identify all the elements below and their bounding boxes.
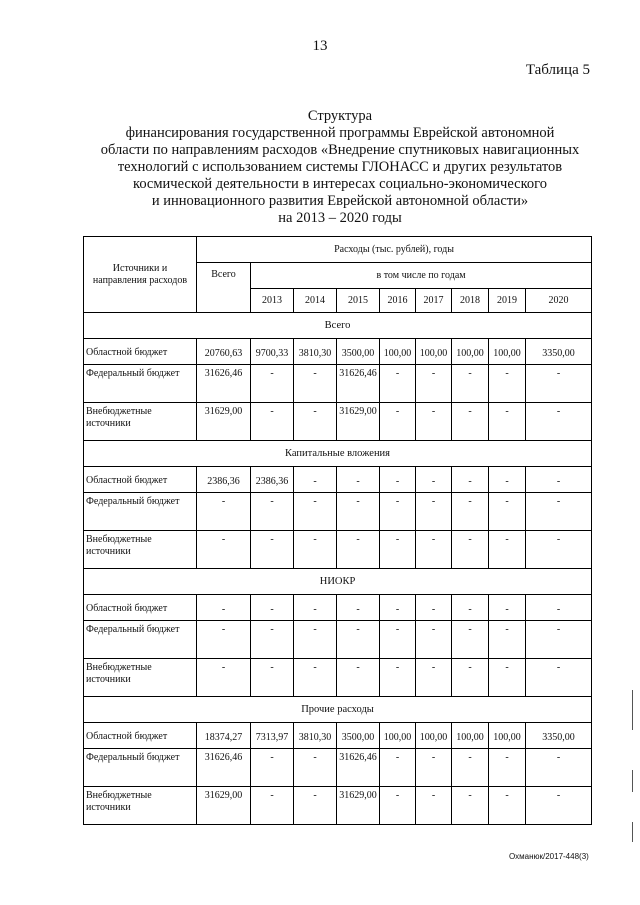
source-cell: Федеральный бюджет — [84, 365, 197, 403]
year-value-cell: - — [452, 749, 489, 787]
table-row — [84, 339, 592, 365]
header-sources: Источники и направления расходов — [84, 237, 197, 313]
year-value-cell: - — [380, 493, 416, 531]
year-value-cell: - — [380, 659, 416, 697]
year-value-cell: 3500,00 — [337, 723, 380, 749]
year-value-cell: - — [294, 467, 337, 493]
year-value-cell: - — [489, 659, 526, 697]
year-value-cell: - — [380, 621, 416, 659]
year-value-cell: - — [416, 531, 452, 569]
year-value-cell: - — [416, 493, 452, 531]
scan-edge-mark — [632, 770, 633, 792]
section-row — [84, 697, 592, 723]
document-code: Охманюк/2017-448(3) — [509, 852, 589, 861]
header-by-years: в том числе по годам — [251, 263, 592, 289]
year-value-cell: - — [294, 659, 337, 697]
title-line: на 2013 – 2020 годы — [278, 210, 402, 226]
year-value-cell: - — [294, 403, 337, 441]
title-line: и инновационного развития Еврейской автономной области» — [151, 193, 529, 209]
section-row — [84, 313, 592, 339]
header-year: 2013 — [251, 289, 294, 313]
table-row — [84, 659, 592, 697]
total-cell: - — [197, 531, 251, 569]
table-row — [84, 621, 592, 659]
year-value-cell: - — [416, 621, 452, 659]
year-value-cell: - — [251, 531, 294, 569]
total-cell: 2386,36 — [197, 467, 251, 493]
year-value-cell: - — [294, 365, 337, 403]
year-value-cell: - — [526, 467, 592, 493]
year-value-cell: - — [294, 749, 337, 787]
year-value-cell: - — [416, 403, 452, 441]
total-cell: 31629,00 — [197, 403, 251, 441]
year-value-cell: - — [337, 621, 380, 659]
year-value-cell: 9700,33 — [251, 339, 294, 365]
header-year: 2019 — [489, 289, 526, 313]
year-value-cell: - — [251, 787, 294, 825]
total-cell: - — [197, 595, 251, 621]
year-value-cell: - — [452, 595, 489, 621]
year-value-cell: 100,00 — [489, 723, 526, 749]
year-value-cell: - — [526, 659, 592, 697]
year-value-cell: - — [526, 749, 592, 787]
table-row — [84, 723, 592, 749]
year-value-cell: - — [526, 621, 592, 659]
total-cell: 18374,27 — [197, 723, 251, 749]
total-cell: 20760,63 — [197, 339, 251, 365]
year-value-cell: - — [452, 493, 489, 531]
table-row — [84, 787, 592, 825]
year-value-cell: - — [416, 467, 452, 493]
year-value-cell: 100,00 — [416, 339, 452, 365]
title-line: технологий с использованием системы ГЛОНАСС и других результатов — [117, 159, 563, 175]
year-value-cell: - — [526, 493, 592, 531]
year-value-cell: - — [380, 467, 416, 493]
year-value-cell: 7313,97 — [251, 723, 294, 749]
source-cell: Областной бюджет — [84, 339, 197, 365]
year-value-cell: 100,00 — [452, 723, 489, 749]
source-cell: Областной бюджет — [84, 723, 197, 749]
title-line: космической деятельности в интересах социально-экономического — [133, 176, 547, 192]
year-value-cell: 3500,00 — [337, 339, 380, 365]
year-value-cell: - — [452, 787, 489, 825]
total-cell: - — [197, 621, 251, 659]
year-value-cell: 3350,00 — [526, 339, 592, 365]
table-row — [84, 531, 592, 569]
year-value-cell: - — [251, 621, 294, 659]
year-value-cell: - — [380, 365, 416, 403]
year-value-cell: - — [452, 531, 489, 569]
table-row — [84, 467, 592, 493]
year-value-cell: - — [526, 595, 592, 621]
year-value-cell: - — [526, 365, 592, 403]
financing-table — [83, 236, 592, 825]
year-value-cell: 100,00 — [380, 339, 416, 365]
table-body — [84, 313, 592, 825]
section-title: Капитальные вложения — [84, 441, 592, 467]
year-value-cell: 100,00 — [380, 723, 416, 749]
year-value-cell: - — [526, 403, 592, 441]
year-value-cell: 31626,46 — [337, 365, 380, 403]
year-value-cell: - — [251, 493, 294, 531]
total-cell: 31626,46 — [197, 365, 251, 403]
year-value-cell: - — [452, 621, 489, 659]
header-year: 2015 — [337, 289, 380, 313]
year-value-cell: - — [452, 403, 489, 441]
header-expenses: Расходы (тыс. рублей), годы — [197, 237, 592, 263]
section-title: Прочие расходы — [84, 697, 592, 723]
year-value-cell: - — [489, 493, 526, 531]
year-value-cell: 31629,00 — [337, 787, 380, 825]
header-year: 2018 — [452, 289, 489, 313]
table-label: Таблица 5 — [525, 62, 590, 78]
document-title — [60, 108, 620, 227]
year-value-cell: - — [294, 787, 337, 825]
year-value-cell: - — [294, 531, 337, 569]
total-cell: 31629,00 — [197, 787, 251, 825]
year-value-cell: - — [416, 595, 452, 621]
year-value-cell: - — [294, 493, 337, 531]
section-title: НИОКР — [84, 569, 592, 595]
section-row — [84, 569, 592, 595]
source-cell: Федеральный бюджет — [84, 493, 197, 531]
total-cell: - — [197, 659, 251, 697]
source-cell: Федеральный бюджет — [84, 749, 197, 787]
year-value-cell: - — [251, 749, 294, 787]
year-value-cell: - — [337, 531, 380, 569]
year-value-cell: - — [452, 365, 489, 403]
scan-edge-mark — [632, 690, 633, 730]
year-value-cell: - — [337, 659, 380, 697]
table-row — [84, 365, 592, 403]
year-value-cell: - — [416, 365, 452, 403]
year-value-cell: - — [489, 531, 526, 569]
title-line: Структура — [307, 108, 373, 124]
year-value-cell: - — [526, 787, 592, 825]
year-value-cell: - — [526, 531, 592, 569]
year-value-cell: - — [489, 365, 526, 403]
year-value-cell: - — [452, 467, 489, 493]
section-title: Всего — [84, 313, 592, 339]
header-year: 2016 — [380, 289, 416, 313]
table-row — [84, 403, 592, 441]
year-value-cell: - — [251, 595, 294, 621]
year-value-cell: - — [489, 621, 526, 659]
year-value-cell: - — [452, 659, 489, 697]
total-cell: - — [197, 493, 251, 531]
source-cell: Внебюджетные источники — [84, 659, 197, 697]
year-value-cell: 31629,00 — [337, 403, 380, 441]
year-value-cell: - — [380, 403, 416, 441]
year-value-cell: 100,00 — [416, 723, 452, 749]
source-cell: Областной бюджет — [84, 467, 197, 493]
title-line: финансирования государственной программы Еврейской автономной — [125, 125, 555, 141]
year-value-cell: 3810,30 — [294, 723, 337, 749]
year-value-cell: - — [380, 531, 416, 569]
year-value-cell: - — [489, 595, 526, 621]
year-value-cell: - — [416, 749, 452, 787]
header-year: 2014 — [294, 289, 337, 313]
year-value-cell: - — [380, 787, 416, 825]
header-total: Всего — [197, 263, 251, 313]
header-year: 2017 — [416, 289, 452, 313]
total-cell: 31626,46 — [197, 749, 251, 787]
year-value-cell: - — [251, 659, 294, 697]
table-row — [84, 749, 592, 787]
year-value-cell: - — [337, 493, 380, 531]
year-value-cell: - — [416, 659, 452, 697]
page-number: 13 — [312, 38, 328, 54]
year-value-cell: - — [380, 749, 416, 787]
year-value-cell: - — [416, 787, 452, 825]
year-value-cell: 2386,36 — [251, 467, 294, 493]
section-row — [84, 441, 592, 467]
year-value-cell: - — [337, 595, 380, 621]
source-cell: Областной бюджет — [84, 595, 197, 621]
year-value-cell: 3810,30 — [294, 339, 337, 365]
year-value-cell: 100,00 — [452, 339, 489, 365]
year-value-cell: - — [337, 467, 380, 493]
source-cell: Внебюджетные источники — [84, 787, 197, 825]
year-value-cell: 100,00 — [489, 339, 526, 365]
year-value-cell: 3350,00 — [526, 723, 592, 749]
year-value-cell: - — [251, 365, 294, 403]
year-value-cell: - — [489, 403, 526, 441]
source-cell: Внебюджетные источники — [84, 531, 197, 569]
source-cell: Федеральный бюджет — [84, 621, 197, 659]
header-year: 2020 — [526, 289, 592, 313]
year-value-cell: - — [294, 595, 337, 621]
year-value-cell: 31626,46 — [337, 749, 380, 787]
title-line: области по направлениям расходов «Внедрение спутниковых навигационных — [100, 142, 580, 158]
source-cell: Внебюджетные источники — [84, 403, 197, 441]
year-value-cell: - — [489, 787, 526, 825]
year-value-cell: - — [489, 749, 526, 787]
table-row — [84, 493, 592, 531]
year-value-cell: - — [251, 403, 294, 441]
year-value-cell: - — [380, 595, 416, 621]
table-row — [84, 595, 592, 621]
scan-edge-mark — [632, 822, 633, 842]
year-value-cell: - — [489, 467, 526, 493]
year-value-cell: - — [294, 621, 337, 659]
